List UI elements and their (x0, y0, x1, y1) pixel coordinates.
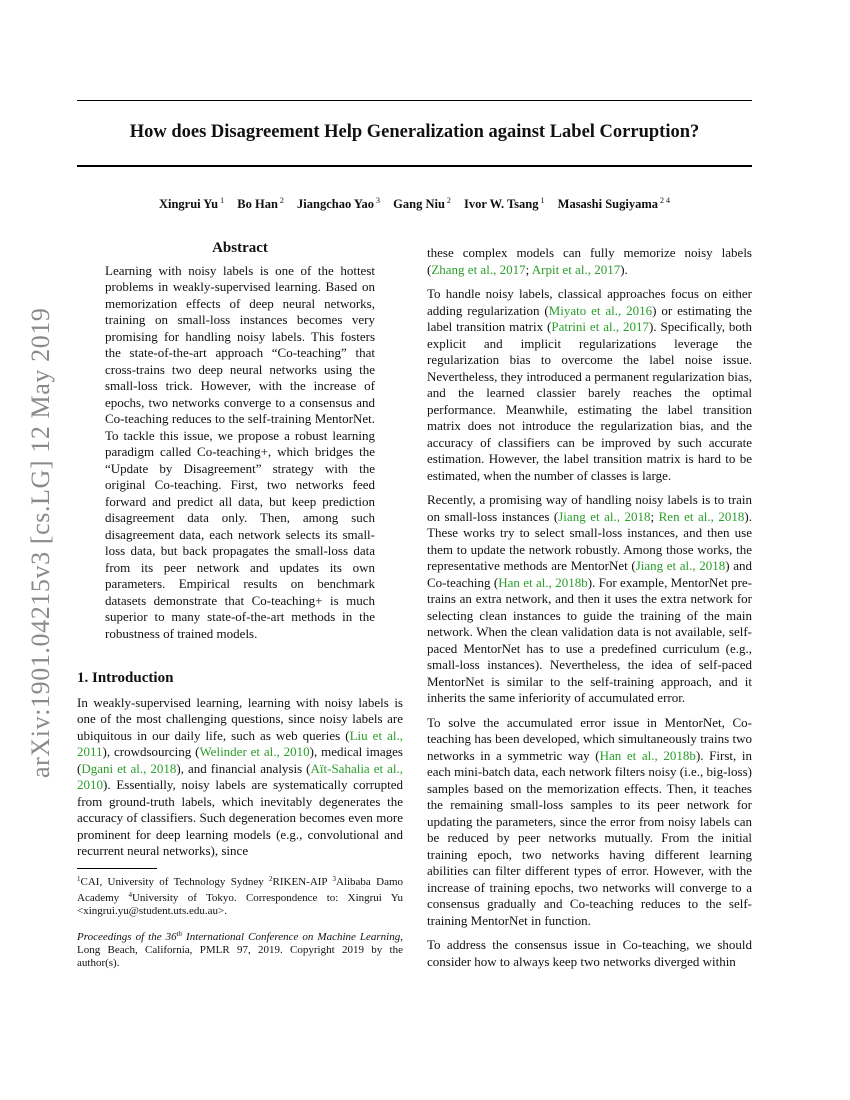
abstract-heading: Abstract (212, 240, 268, 256)
abstract-text: Learning with noisy labels is one of the hottest problems in weakly-supervised learning. Based on memorization effects of deep neural networks, training on small-loss instances becomes very promising for handling noisy labels. This fosters the state-of-the-art approach “Co-teaching” that cross-trains two deep neural networks using the small-loss trick. However, with the increase of epochs, two networks converge to a consensus and Co-teaching reduces to the self-training MentorNet. To tackle this issue, we propose a robust learning paradigm called Co-teaching+, which bridges the “Update by Disagreement” strategy with the original Co-teaching. First, two networks feed forward and predict all data, but keep prediction disagreement data only. Then, among such disagreement data, each network selects its small-loss data, but back propagates the small-loss data from its peer network and updates its own parameters. Empirical results on benchmark datasets demonstrate that Co-teaching+ is much superior to many state-of-the-art methods in the robustness of trained models. (105, 262, 375, 641)
author: Bo Han $^2$ (237, 196, 284, 211)
citation-link[interactable]: Dgani et al., 2018 (81, 760, 177, 776)
citation-link[interactable]: Welinder et al., 2010 (199, 744, 310, 759)
paragraph: To solve the accumulated error issue in MentorNet, Co-teaching has been developed, which simultaneously trains two networks in a symmetric way (Han et al., 2018b). First, in each mini-batch data, each network filters noisy (i.e., big-loss) samples based on the memorization effects. Then, it teaches the remaining small-loss samples to its peer network for updating the parameters, since the error from noisy labels can be reduced by peer networks mutually. From the initial training epoch, two networks having different learning abilities can filter different types of error. However, with the increase of training epochs, two networks will converge to a consensus gradually and Co-teaching reduces to the self-training MentorNet in function. (427, 714, 752, 928)
footnote-rule (77, 868, 157, 869)
citation-link[interactable]: Han et al., 2018b (599, 747, 696, 763)
citation-link[interactable]: Aït-Sahalia et al., 2010 (77, 760, 403, 792)
citation-link[interactable]: Han et al., 2018b (498, 574, 588, 590)
citation-link[interactable]: Patrini et al., 2017 (551, 319, 650, 334)
arxiv-stamp: arXiv:1901.04215v3 [cs.LG] 12 May 2019 (26, 307, 55, 778)
author: Xingrui Yu $^1$ (158, 196, 225, 211)
citation-link[interactable]: Jiang et al., 2018 (635, 558, 726, 573)
author: Jiangchao Yao $^3$ (297, 196, 381, 211)
citation-link[interactable]: Arpit et al., 2017 (531, 261, 621, 277)
author: Masashi Sugiyama $^{2 4}$ (557, 196, 671, 211)
title-rule-bottom (77, 165, 752, 167)
paragraph: Recently, a promising way of handling noisy labels is to train on small-loss instances (Jiang et al., 2018; Ren et al., 2018). These works try to select small-loss instances, and then use them to update the network robustly. Among those works, the representative methods are MentorNet (Jiang et al., 2018) and Co-teaching (Han et al., 2018b). For example, MentorNet pre-trains an extra network, and then it uses the extra network for selecting clean instances to guide the training of the main network. When the clean validation data is not available, self-paced MentorNet has to use a predefined curriculum (e.g., small-loss instances). Nevertheless, the idea of self-paced MentorNet is similar to the self-training approach, and it inherits the same inferiority of accumulated error. (427, 492, 752, 705)
title-rule-top (77, 100, 752, 101)
citation-link[interactable]: Zhang et al., 2017 (431, 261, 526, 277)
left-column (77, 240, 403, 970)
citation-link[interactable]: Miyato et al., 2016 (548, 302, 653, 318)
paragraph: In weakly-supervised learning, learning with noisy labels is one of the most challenging questions, since noisy labels are ubiquitous in our daily life, such as web queries (Liu et al., 2011), crowdsourcing (Welinder et al., 2010), medical images (Dgani et al., 2018), and financial analysis (Aït-Sahalia et al., 2010). Essentially, noisy labels are systematically corrupted from ground-truth labels, which inevitably degenerates the accuracy of classifiers. Such degeneration becomes even more prominent for deep learning models (e.g., convolutional and recurrent neural networks), since (77, 694, 403, 858)
paragraph: To handle noisy labels, classical approaches focus on either adding regularization (Miyato et al., 2016) or estimating the label transition matrix (Patrini et al., 2017). Specifically, both explicit and implicit regularizations leverage the regularization bias to overcome the label noise issue. Nevertheless, they introduced a permanent regularization bias, and the learned classier barely reaches the optimal performance. Meanwhile, estimating the label transition matrix does not introduce the regularization bias, and the accuracy of classifiers can be improved by such accurate estimation. However, the label transition matrix is hard to be estimated, when the number of classes is large. (427, 286, 753, 483)
paragraph: To address the consensus issue in Co-teaching, we should consider how to always keep two networks diverged within (427, 937, 752, 969)
citation-link[interactable]: Liu et al., 2011 (77, 727, 403, 759)
citation-link[interactable]: Jiang et al., 2018 (558, 508, 651, 524)
author: Gang Niu $^2$ (393, 196, 451, 211)
author: Ivor W. Tsang $^1$ (464, 196, 545, 211)
proceedings-note: Proceedings of the 36th International Conference on Machine Learning, Long Beach, California, PMLR 97, 2019. Copyright 2019 by the author(s). (77, 929, 403, 969)
citation-link[interactable]: Ren et al., 2018 (658, 508, 745, 524)
right-column (427, 245, 752, 978)
paper-title: How does Disagreement Help Generalization against Label Corruption? (129, 122, 700, 142)
paragraph: these complex models can fully memorize noisy labels (Zhang et al., 2017; Arpit et al., 2017). (427, 245, 752, 277)
section-heading: 1. Introduction (77, 670, 174, 686)
affiliation-footnote: $^1$CAI, University of Technology Sydney $^2$RIKEN-AIP $^3$Alibaba Damo Academy $^4$University of Tokyo. Correspondence to: Xingrui Yu <xingrui.yu@student.uts.edu.au>. (77, 874, 404, 917)
author-list (77, 196, 752, 212)
